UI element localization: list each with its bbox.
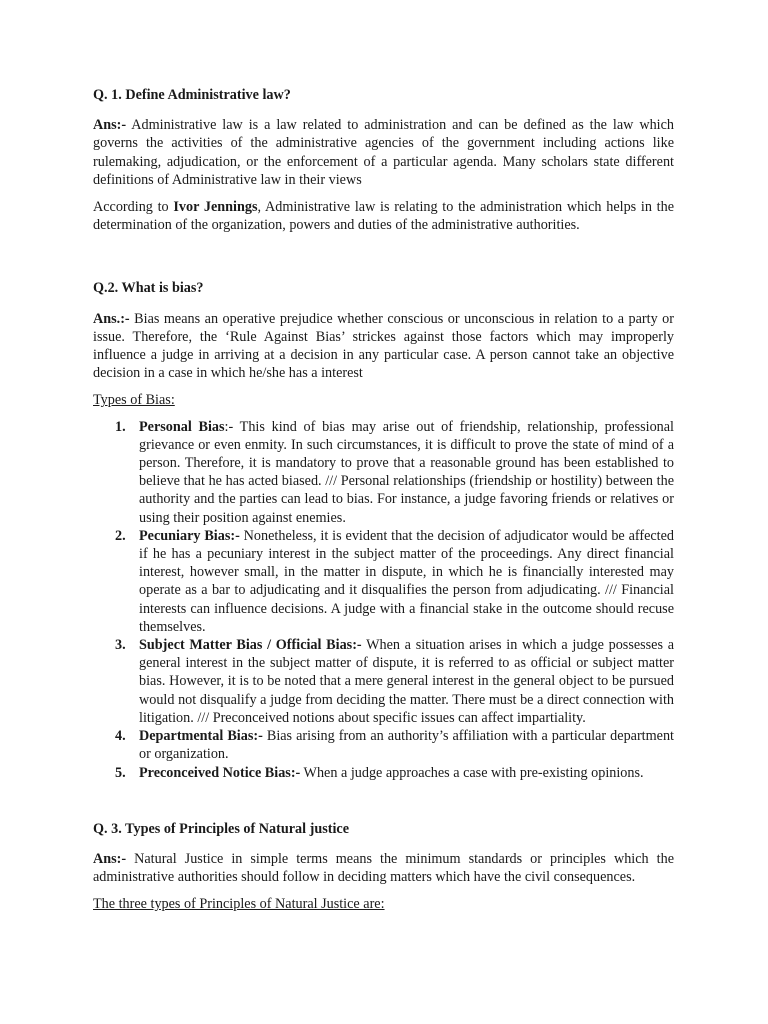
list-item — [115, 418, 674, 527]
question-1-answer — [93, 116, 674, 189]
answer-text: Bias means an operative prejudice whether conscious or unconscious in relation to a party or issue. Therefore, the ‘Rule Against Bias’ strickes against those factors which may improperly influence a judge in arriving at a decision in any particular case. A person cannot take an objective decision in a case in which he/she has a interest — [93, 310, 674, 382]
types-of-bias-heading: Types of Bias: — [93, 392, 175, 409]
list-item-label: Personal Bias — [139, 418, 225, 435]
list-item — [115, 636, 675, 727]
principles-heading: The three types of Principles of Natural Justice are: — [93, 896, 385, 913]
question-3-heading: Q. 3. Types of Principles of Natural justice — [93, 820, 350, 837]
author-name: Ivor Jennings — [173, 199, 258, 216]
list-item — [115, 764, 674, 782]
list-item-text: Nonetheless, it is evident that the decision of adjudicator would be affected if he has a pecuniary interest in the subject matter of the proceedings. Any direct financial interest, however small, in the matter in dispute, in which he is financially interested may operate as a bar to adjudicating and it disqualifies the person from adjudicating. /// Financial interests can influence decisions. A judge with a financial stake in the outcome should recuse themselves. — [139, 527, 675, 635]
answer-text: Natural Justice in simple terms means the minimum standards or principles which the administrative authorities should follow in deciding matters which have the civil consequences. — [93, 850, 674, 886]
list-item-label: Subject Matter Bias / Official Bias:- — [139, 637, 362, 654]
list-item-text: When a judge approaches a case with pre-existing opinions. — [300, 764, 644, 781]
question-2-heading: Q.2. What is bias? — [93, 280, 204, 297]
list-item-text: Bias arising from an authority’s affiliation with a particular department or organization. — [139, 728, 674, 763]
list-item-text: :- This kind of bias may arise out of friendship, relationship, professional grievance or even enmity. In such circumstances, it is difficult to prove the state of mind of a person. Therefore, it is mandatory to prove that a reasonable ground has been established to believe that he has acted biased. /// Personal relationships (friendship or hostility) between the authority and the parties can lead to bias. For instance, a judge favoring friends or relatives or using their position against enemies. — [139, 418, 674, 526]
answer-label: Ans:- — [93, 850, 127, 867]
question-1-heading: Q. 1. Define Administrative law? — [93, 87, 291, 103]
bias-types-list — [93, 418, 674, 782]
list-item — [115, 527, 675, 636]
question-1-paragraph-2 — [93, 198, 674, 234]
list-number: 4. — [115, 728, 126, 745]
list-number: 3. — [115, 637, 126, 654]
question-3-answer — [93, 850, 674, 886]
list-item-label: Preconceived Notice Bias:- — [139, 764, 301, 781]
answer-label: Ans.:- — [93, 310, 130, 327]
question-2-answer — [93, 310, 674, 383]
list-item-label: Pecuniary Bias:- — [139, 527, 240, 544]
list-item — [115, 727, 674, 763]
list-number: 2. — [115, 527, 126, 544]
list-number: 1. — [115, 418, 126, 435]
list-number: 5. — [115, 764, 126, 781]
paragraph-text: According to — [93, 199, 174, 216]
list-item-text: When a situation arises in which a judge possesses a general interest in the subject matter of dispute, it is referred to as official or subject matter bias. However, it is to be noted that a mere general interest in the general object to be pursued would not disqualify a judge from deciding the matter. There must be a direct connection with litigation. /// Preconceived notions about specific issues can affect impartiality. — [139, 637, 675, 726]
answer-label: Ans:- — [93, 117, 127, 134]
answer-text: Administrative law is a law related to administration and can be defined as the law which governs the activities of the administrative agencies of the government including actions like rulemaking, adjudication, or the enforcement of a particular agenda. Many scholars state different definitions of Administrative law in their views — [93, 117, 674, 188]
paragraph-text: , Administrative law is relating to the administration which helps in the determination of the organization, powers and duties of the administrative authorities. — [93, 199, 675, 234]
list-item-label: Departmental Bias:- — [139, 728, 263, 745]
